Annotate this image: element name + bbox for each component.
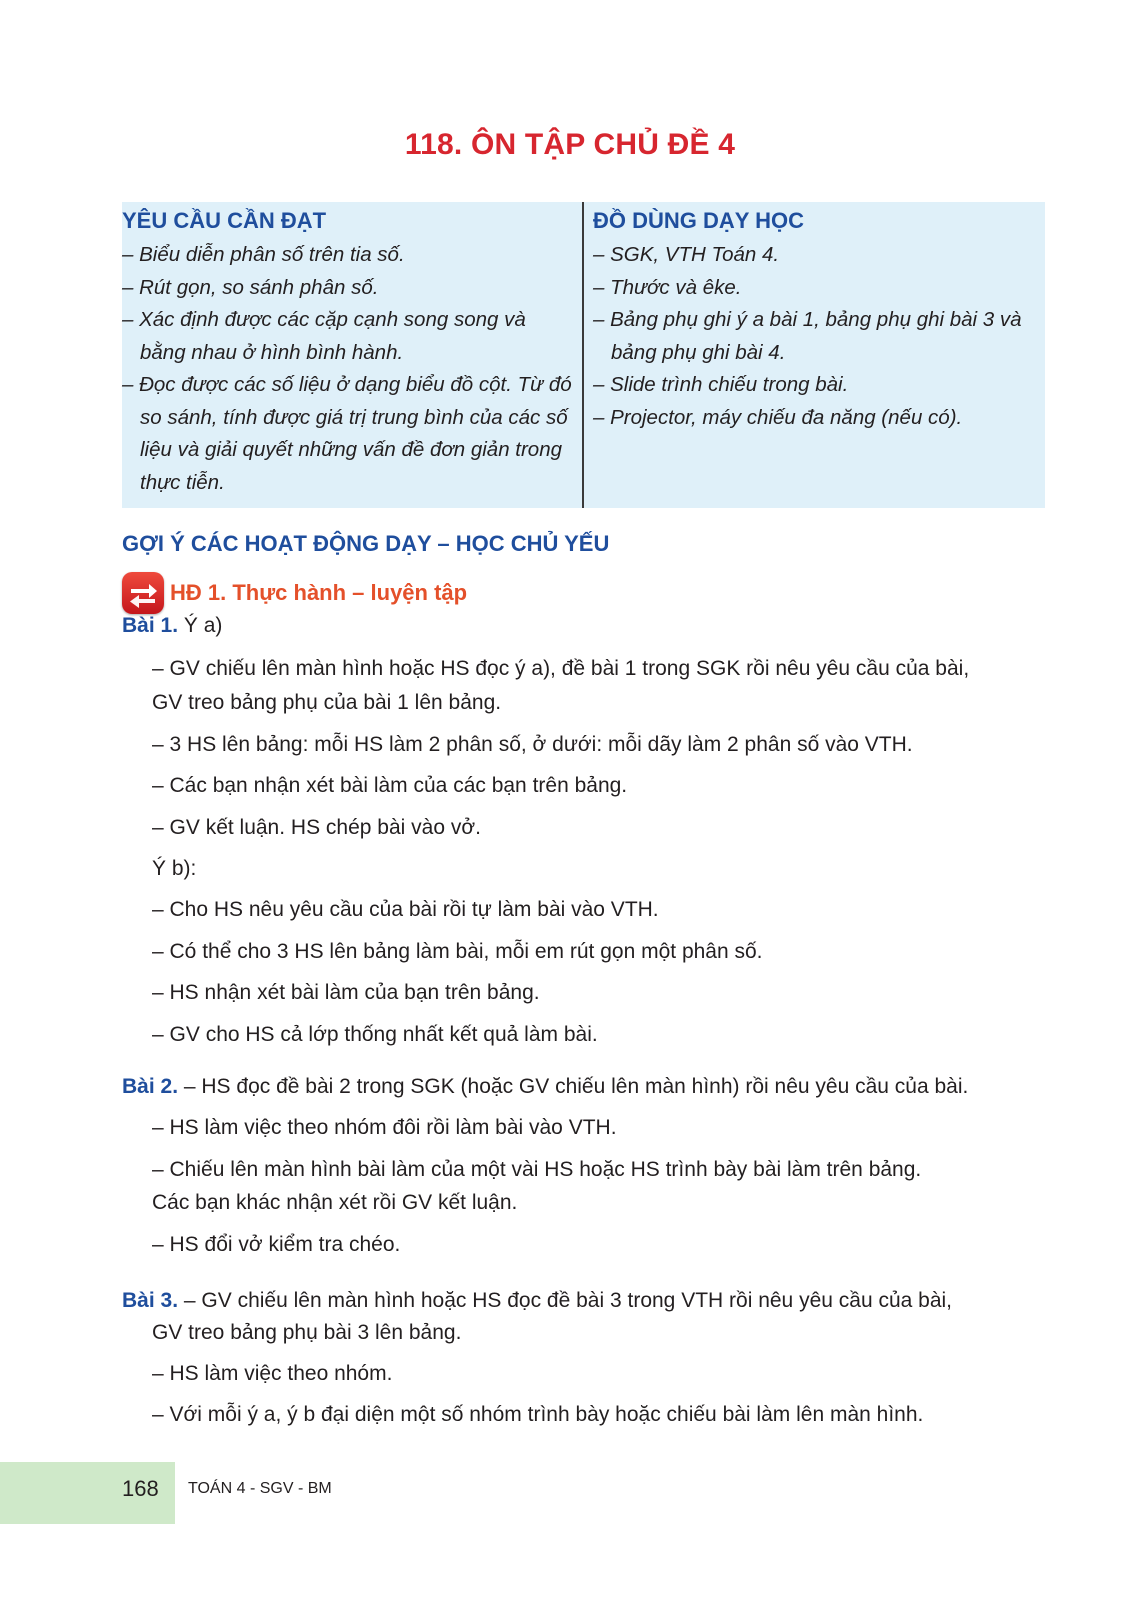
bai3-line: – HS làm việc theo nhóm. (152, 1362, 393, 1385)
bai1-line: – HS nhận xét bài làm của bạn trên bảng. (152, 981, 540, 1004)
material-item: – Slide trình chiếu trong bài. (593, 373, 849, 396)
bai1-line: Ý b): (152, 857, 197, 880)
bai2-line: – HS làm việc theo nhóm đôi rồi làm bài vào VTH. (152, 1116, 617, 1139)
bai1-label: Bài 1. (122, 614, 179, 637)
bai3-row (122, 1284, 952, 1317)
requirements-heading: YÊU CẦU CẦN ĐẠT (122, 208, 327, 233)
bai1-line: – Các bạn nhận xét bài làm của các bạn trên bảng. (152, 774, 628, 797)
bai1-line: – 3 HS lên bảng: mỗi HS làm 2 phân số, ở dưới: mỗi dãy làm 2 phân số vào VTH. (152, 733, 913, 756)
material-item: – Projector, máy chiếu đa năng (nếu có). (593, 405, 963, 429)
bai3-line: – Với mỗi ý a, ý b đại diện một số nhóm trình bày hoặc chiếu bài làm lên màn hình. (152, 1403, 924, 1426)
material-item: – Bảng phụ ghi ý a bài 1, bảng phụ ghi bài 3 và bảng phụ ghi bài 4. (593, 308, 1022, 364)
bai3-intro: – GV chiếu lên màn hình hoặc HS đọc đề bài 3 trong VTH rồi nêu yêu cầu của bài, (183, 1289, 953, 1312)
materials-column (593, 205, 1041, 434)
requirement-item: – Xác định được các cặp cạnh song song và bằng nhau ở hình bình hành. (122, 308, 526, 364)
bai1-line: – GV chiếu lên màn hình hoặc HS đọc ý a), đề bài 1 trong SGK rồi nêu yêu cầu của bài, (152, 657, 970, 680)
column-divider (582, 202, 584, 508)
bai1-intro: Ý a) (183, 614, 223, 637)
bai1-line: – GV cho HS cả lớp thống nhất kết quả làm bài. (152, 1023, 598, 1046)
page-number: 168 (122, 1476, 159, 1501)
bai1-line: – Có thể cho 3 HS lên bảng làm bài, mỗi em rút gọn một phân số. (152, 940, 763, 963)
bai3-label: Bài 3. (122, 1289, 179, 1312)
bai2-label: Bài 2. (122, 1075, 179, 1098)
materials-heading: ĐỒ DÙNG DẠY HỌC (593, 208, 805, 233)
bai2-line: – Chiếu lên màn hình bài làm của một vài HS hoặc HS trình bày bài làm trên bảng. (152, 1158, 922, 1181)
bai1-line: – GV kết luận. HS chép bài vào vở. (152, 816, 481, 839)
activity-arrows-icon (122, 572, 164, 614)
bai2-intro: – HS đọc đề bài 2 trong SGK (hoặc GV chiếu lên màn hình) rồi nêu yêu cầu của bài. (183, 1075, 969, 1098)
bai3-line: GV treo bảng phụ bài 3 lên bảng. (152, 1321, 462, 1344)
bai2-line: – HS đổi vở kiểm tra chéo. (152, 1233, 401, 1256)
bai1-row (122, 609, 222, 642)
activity-title: HĐ 1. Thực hành – luyện tập (170, 580, 468, 605)
requirements-column (122, 205, 572, 499)
bai2-row (122, 1070, 968, 1103)
page-title: 118. ÔN TẬP CHỦ ĐỀ 4 (404, 128, 736, 161)
requirement-item: – Rút gọn, so sánh phân số. (122, 275, 379, 299)
bai1-line: GV treo bảng phụ của bài 1 lên bảng. (152, 691, 502, 714)
material-item: – SGK, VTH Toán 4. (593, 243, 780, 266)
bai2-line: Các bạn khác nhận xét rồi GV kết luận. (152, 1191, 518, 1214)
book-label: TOÁN 4 - SGV - BM (188, 1480, 332, 1497)
requirement-item: – Đọc được các số liệu ở dạng biểu đồ cột. Từ đó so sánh, tính được giá trị trung bình của các số liệu và giải quyết những vấn đề đơn giản trong thực tiễn. (122, 373, 572, 494)
section-heading: GỢI Ý CÁC HOẠT ĐỘNG DẠY – HỌC CHỦ YẾU (122, 531, 610, 556)
requirement-item: – Biểu diễn phân số trên tia số. (122, 243, 405, 266)
bai1-line: – Cho HS nêu yêu cầu của bài rồi tự làm bài vào VTH. (152, 898, 659, 921)
material-item: – Thước và êke. (593, 275, 742, 299)
